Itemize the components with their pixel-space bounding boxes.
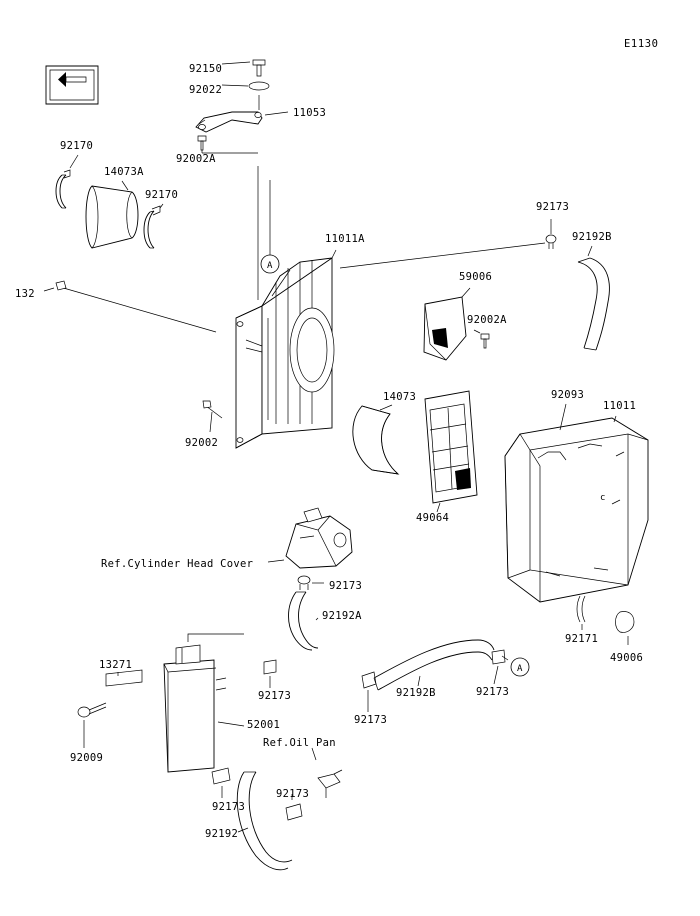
part-14073A [86,181,138,248]
label-92170-left: 92170 [60,140,94,152]
ref-oil-pan-joint [312,748,342,798]
part-92022 [222,82,269,90]
part-92173-top-right [546,219,556,249]
label-14073A: 14073A [104,166,144,178]
part-92002A-mid [474,330,489,348]
ref-circle-a-bottom [511,658,529,676]
label-92002A-top: 92002A [176,153,216,165]
part-92173-e [212,768,230,798]
label-92002: 92002 [185,437,219,449]
part-132 [44,281,216,332]
part-92173-c [362,672,376,712]
label-92173-a: 92173 [329,580,363,592]
label-92192B-right: 92192B [572,231,612,243]
part-92009 [78,703,106,748]
label-92173-f: 92173 [276,788,310,800]
part-11011-cover [505,404,648,602]
part-11011A [236,166,336,448]
label-92171: 92171 [565,633,599,645]
label-92173-b: 92173 [258,690,292,702]
label-92002A-mid: 92002A [467,314,507,326]
part-92192-bottom [237,772,292,870]
sheet-code: E1130 [624,38,659,50]
part-49006 [616,611,635,645]
ref-cylinder-head-cover-part [268,508,352,568]
part-14073 [353,405,398,474]
label-49064: 49064 [416,512,450,524]
label-ref-oil-pan: Ref.Oil Pan [263,737,336,749]
part-92192B-bottom [374,640,494,690]
label-92173-e: 92173 [212,801,246,813]
svg-text:A: A [517,664,523,674]
ref-circle-a-top [261,255,279,273]
label-92173-top-right: 92173 [536,201,570,213]
part-59006 [424,288,470,360]
part-92170-right [144,204,163,248]
part-92173-b [264,660,276,688]
label-14073: 14073 [383,391,417,403]
label-92150: 92150 [189,63,223,75]
label-59006: 59006 [459,271,493,283]
svg-text:A: A [267,261,273,271]
label-92192A: 92192A [322,610,362,622]
label-92170-right: 92170 [145,189,179,201]
part-11053 [196,95,288,132]
part-13271 [106,670,142,686]
part-92192B-right [578,246,609,350]
label-13271: 13271 [99,659,133,671]
part-49064 [425,391,477,512]
part-92002 [203,401,222,432]
label-ref-cylinder-head-cover: Ref.Cylinder Head Cover [101,558,254,570]
label-92192-bottom: 92192 [205,828,239,840]
label-92009: 92009 [70,752,104,764]
part-52001 [164,634,244,772]
part-92170-left [56,155,78,208]
label-52001: 52001 [247,719,281,731]
label-92022: 92022 [189,84,223,96]
label-132: 132 [15,288,35,300]
part-92192A [289,592,319,650]
label-92173-c: 92173 [354,714,388,726]
label-92093: 92093 [551,389,585,401]
part-92150 [222,60,265,76]
label-11011A: 11011A [325,233,365,245]
label-49006: 49006 [610,652,644,664]
label-92192B-bottom: 92192B [396,687,436,699]
svg-text:c: c [600,493,606,503]
label-11011: 11011 [603,400,637,412]
part-92171 [577,596,585,630]
part-92173-a [298,576,324,590]
part-92002A-top [198,136,206,153]
label-11053: 11053 [293,107,327,119]
part-92173-d [492,650,505,684]
front-marker-icon [46,66,98,104]
label-92173-d: 92173 [476,686,510,698]
